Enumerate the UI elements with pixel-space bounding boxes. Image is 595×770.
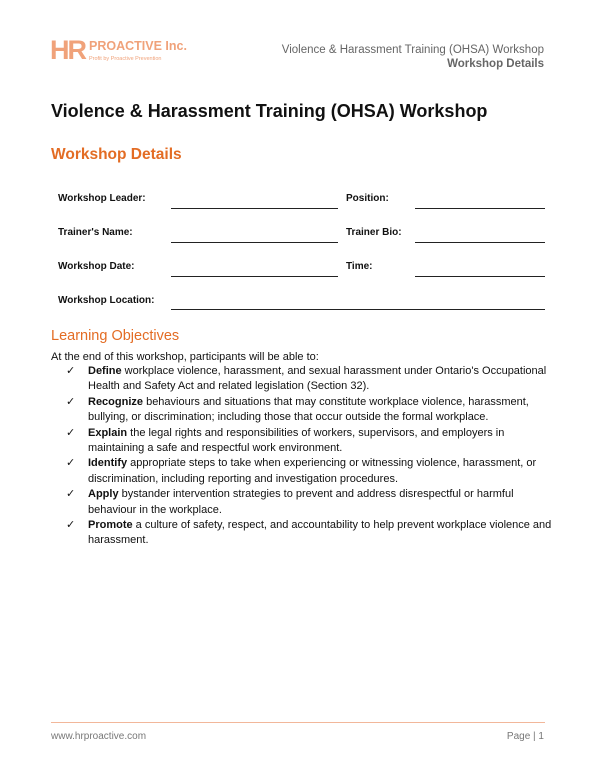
list-item: [64, 395, 554, 426]
checkmark-icon: ✓: [66, 365, 76, 377]
workshop-leader-field[interactable]: [171, 208, 338, 209]
objective-text: a culture of safety, respect, and accountability to help prevent workplace violence and harassment.: [88, 519, 552, 547]
checkmark-icon: ✓: [66, 426, 76, 439]
workshop-location-field[interactable]: [171, 309, 545, 310]
list-item: [64, 364, 554, 395]
checkmark-icon: ✓: [66, 395, 76, 408]
header-doc-title: Violence & Harassment Training (OHSA) Workshop: [281, 44, 544, 56]
position-field[interactable]: [415, 208, 545, 209]
objective-keyword: Promote: [88, 519, 133, 532]
position-label: Position:: [346, 193, 389, 204]
objective-keyword: Define: [88, 365, 122, 377]
objective-keyword: Identify: [88, 457, 128, 470]
objectives-intro: At the end of this workshop, participants will be able to:: [51, 351, 319, 363]
logo-mark: HR: [50, 35, 85, 65]
list-item: [64, 518, 554, 549]
trainer-name-field[interactable]: [171, 242, 338, 243]
checkmark-icon: ✓: [66, 488, 76, 501]
page-title: Violence & Harassment Training (OHSA) Workshop: [51, 101, 488, 121]
trainer-name-label: Trainer's Name:: [58, 227, 133, 238]
objective-text: behaviours and situations that may constitute workplace violence, harassment, bullying, or discrimination; including those that occur outside the formal workplace.: [88, 395, 529, 424]
list-item: [64, 487, 554, 518]
workshop-date-label: Workshop Date:: [58, 261, 135, 272]
objective-keyword: Apply: [88, 488, 119, 501]
objective-keyword: Explain: [88, 426, 128, 439]
workshop-leader-label: Workshop Leader:: [58, 193, 146, 204]
logo-tagline: Profit by Proactive Prevention: [89, 56, 162, 62]
company-logo: [50, 35, 187, 68]
section-title: Workshop Details: [51, 146, 182, 163]
list-item: [64, 456, 554, 487]
trainer-bio-field[interactable]: [415, 242, 545, 243]
header-section-label: Workshop Details: [447, 58, 544, 70]
trainer-bio-label: Trainer Bio:: [346, 227, 402, 238]
footer-divider: [51, 722, 545, 723]
footer-website-link[interactable]: www.hrproactive.com: [51, 731, 147, 742]
objectives-list: [64, 364, 554, 549]
objective-text: bystander intervention strategies to prevent and address disrespectful or harmful behaviour in the workplace.: [88, 488, 514, 516]
time-label: Time:: [346, 261, 373, 272]
objective-text: workplace violence, harassment, and sexual harassment under Ontario's Occupational Health and Safety Act and related legislation (Section 32).: [88, 365, 547, 393]
checkmark-icon: ✓: [66, 457, 76, 470]
objectives-title: Learning Objectives: [51, 328, 180, 344]
list-item: [64, 426, 554, 457]
time-field[interactable]: [415, 276, 545, 277]
workshop-location-label: Workshop Location:: [58, 295, 155, 306]
objective-text: appropriate steps to take when experiencing or witnessing violence, harassment, or discrimination, including reporting and investigation procedures.: [88, 457, 537, 485]
page-number: Page | 1: [506, 731, 544, 742]
objective-text: the legal rights and responsibilities of workers, supervisors, and employers in maintaining a safe and respectful work environment.: [88, 426, 505, 455]
objective-keyword: Recognize: [88, 395, 144, 408]
checkmark-icon: ✓: [66, 519, 76, 532]
workshop-date-field[interactable]: [171, 276, 338, 277]
logo-name: PROACTIVE Inc.: [89, 39, 187, 53]
